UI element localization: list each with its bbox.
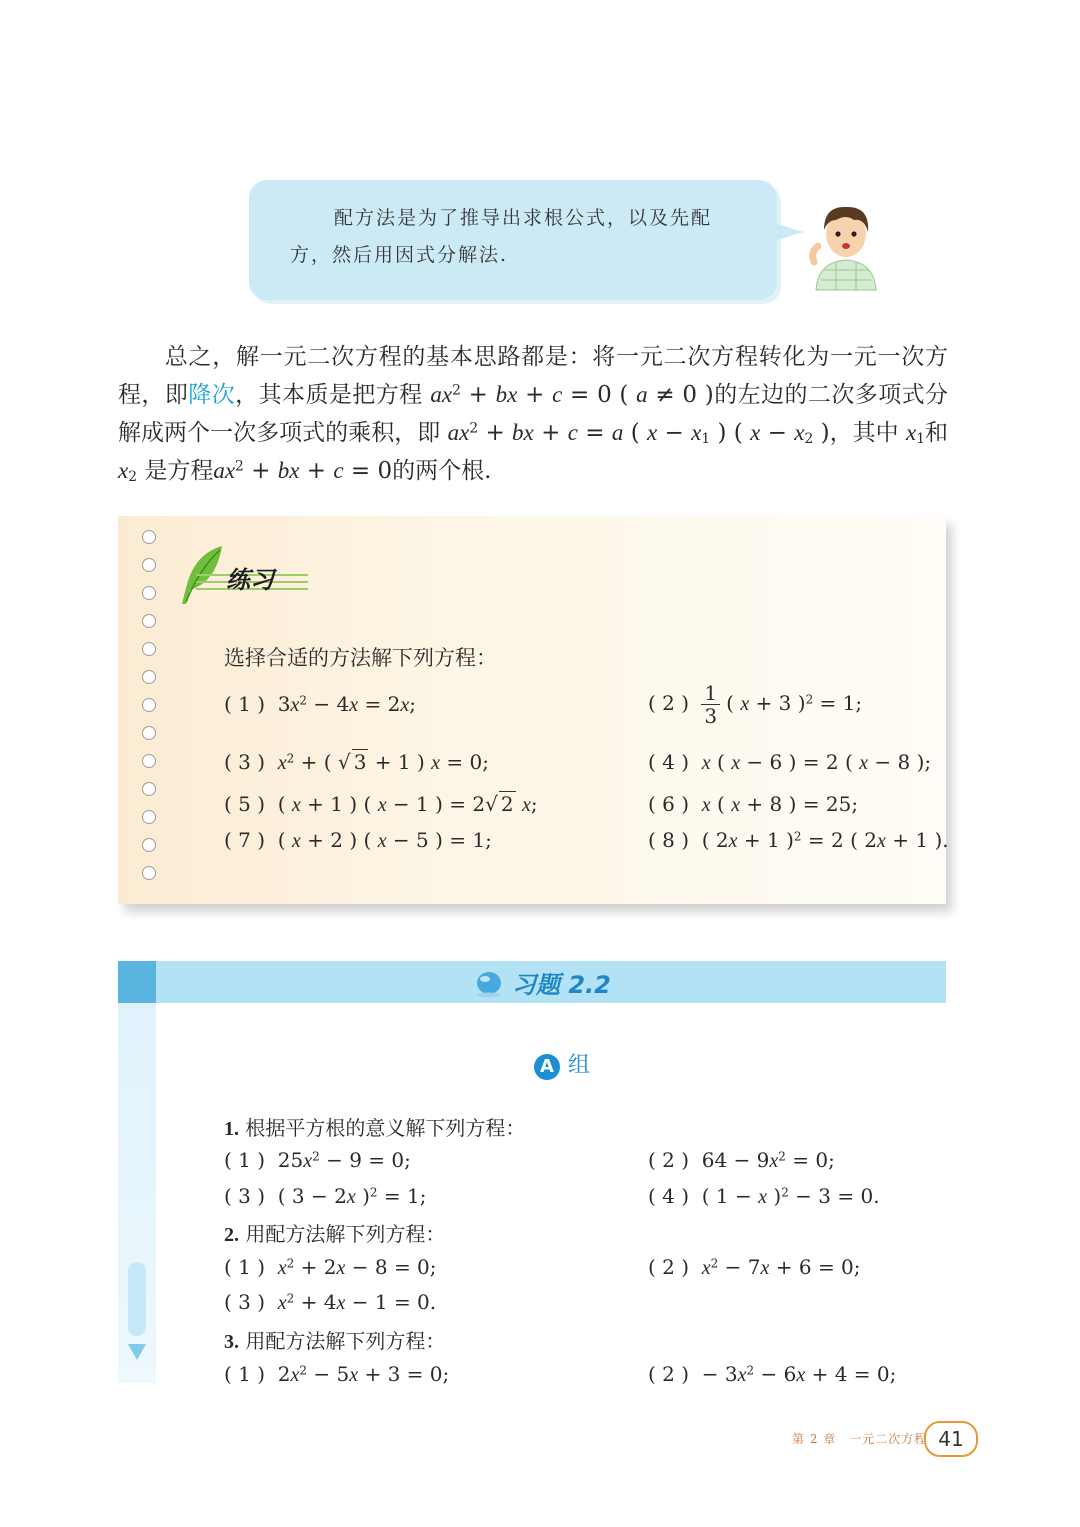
bubble-line-2: 方，然后用因式分解法.	[290, 244, 509, 266]
chapter-footer: 第 2 章 一元二次方程	[792, 1432, 928, 1446]
binder-ring	[142, 530, 156, 544]
question-2-heading: 2. 用配方法解下列方程：	[224, 1222, 446, 1246]
binder-ring	[142, 838, 156, 852]
practice-prompt: 选择合适的方法解下列方程：	[224, 646, 497, 670]
binder-ring	[142, 754, 156, 768]
practice-item-5: ( 5 ) ( x + 1 ) ( x − 1 ) = 2√ 2 x;	[224, 792, 538, 816]
summary-text-4: ，其中	[829, 420, 899, 446]
question-2-text: 用配方法解下列方程：	[245, 1222, 446, 1246]
q1-item-4: ( 4 ) ( 1 − x )$^2$ − 3 = 0.	[648, 1184, 880, 1208]
practice-item-1: ( 1 ) $3x^2 - 4x = 2x$;	[224, 692, 416, 716]
binder-ring	[142, 726, 156, 740]
binder-ring	[142, 782, 156, 796]
binder-ring	[142, 810, 156, 824]
group-label-text: 组	[568, 1053, 591, 1078]
page-number: 41	[924, 1421, 978, 1457]
scroll-arrow-icon	[124, 1262, 150, 1372]
question-1-text: 根据平方根的意义解下列方程：	[245, 1116, 526, 1140]
summary-text-3: 的左边的二次多项式分解成两个一次多项式的乘积，即	[118, 382, 949, 446]
q1-item-1: ( 1 ) $25x^2 - 9 = 0$;	[224, 1148, 411, 1172]
speech-bubble-text	[290, 200, 750, 274]
question-3-heading: 3. 用配方法解下列方程：	[224, 1329, 446, 1353]
summary-paragraph: 总之，解一元二次方程的基本思路都是：将一元二次方程转化为一元一次方程，即降次，其本质是把方程 $ax^2$ + bx + c = 0 ( a ≠ 0 )的左边的二次多项式分解成两个一次多项式的乘积，即 $ax^2$ + bx + c = a ( $x - x_1$ ) ( $x - x_2$ )，其中 $x_1$和$x_2$ 是方程$ax^2$ + bx + c = 0的两个根.	[118, 344, 949, 485]
q3-item-2: ( 2 ) − $3x^2 - 6x + 4 = 0$;	[648, 1362, 897, 1386]
speech-bubble-tail	[770, 222, 804, 242]
keyword-degree-reduction: 降次	[188, 382, 236, 408]
group-letter-badge: A	[534, 1054, 560, 1080]
summary-text-6: 是方程	[144, 458, 214, 484]
practice-item-3: ( 3 ) $x^2$ + ( √ 3 + 1 ) x = 0;	[224, 750, 489, 774]
q2-item-3: ( 3 ) $x^2 + 4x - 1 = 0$.	[224, 1290, 437, 1314]
binder-ring	[142, 586, 156, 600]
question-3-text: 用配方法解下列方程：	[245, 1329, 446, 1353]
binder-ring	[142, 866, 156, 880]
q1-item-2: ( 2 ) $64 - 9x^2 = 0$;	[648, 1148, 835, 1172]
summary-text-7: 的两个根.	[392, 458, 492, 484]
practice-item-8: ( 8 ) ( 2x + 1 )$^2$ = 2 ( 2x + 1 ).	[648, 828, 949, 852]
exercise-title: 习题 2.2	[512, 971, 611, 999]
practice-item-4: ( 4 ) x ( x − 6 ) = 2 ( x − 8 );	[648, 750, 932, 774]
q2-item-1: ( 1 ) $x^2 + 2x - 8 = 0$;	[224, 1255, 437, 1279]
group-label	[534, 1048, 590, 1080]
practice-item-2: ( 2 ) $\frac{1}{3}$ ( x + 3 )$^2$ = 1;	[648, 681, 863, 728]
binder-ring	[142, 698, 156, 712]
binder-ring	[142, 642, 156, 656]
binder-ring	[142, 558, 156, 572]
binder-ring	[142, 670, 156, 684]
binder-ring	[142, 614, 156, 628]
q2-item-2: ( 2 ) $x^2 - 7x + 6 = 0$;	[648, 1255, 861, 1279]
question-1-heading: 1. 根据平方根的意义解下列方程：	[224, 1116, 526, 1140]
summary-text-2: ，其本质是把方程	[235, 382, 423, 408]
practice-item-6: ( 6 ) x ( x + 8 ) = 25;	[648, 792, 859, 816]
exercise-header-square	[118, 961, 156, 1003]
q3-item-1: ( 1 ) $2x^2 - 5x + 3 = 0$;	[224, 1362, 450, 1386]
q1-item-3: ( 3 ) ( 3 − 2x )$^2$ = 1;	[224, 1184, 427, 1208]
summary-text-1: 总之，解一元二次方程的基本思路都是：将一元二次方程转化为一元一次方程，即	[118, 344, 948, 408]
globe-icon	[474, 970, 504, 998]
practice-item-7: ( 7 ) ( x + 2 ) ( x − 5 ) = 1;	[224, 828, 492, 852]
bubble-line-1: 配方法是为了推导出求根公式，以及先配	[334, 207, 713, 229]
practice-title: 练习	[226, 566, 274, 594]
summary-text-5: 和	[924, 420, 949, 446]
cartoon-boy-illustration	[806, 200, 886, 292]
